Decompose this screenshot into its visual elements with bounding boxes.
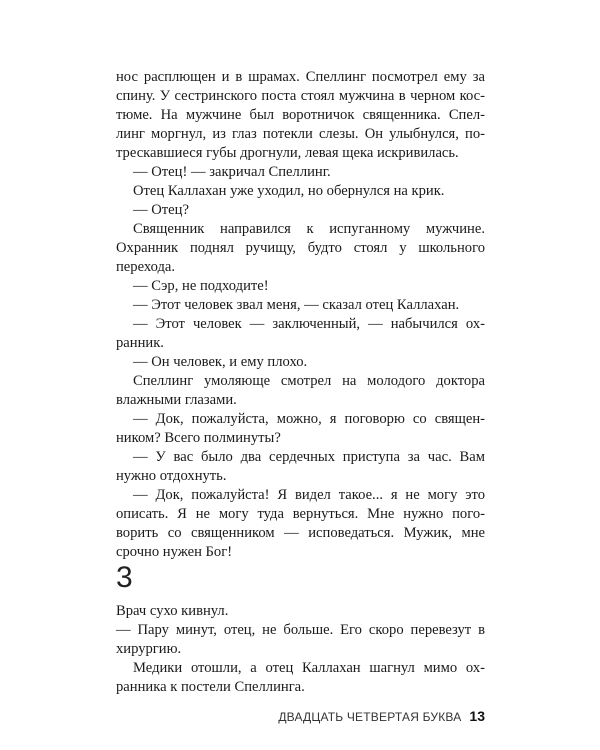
- page-number: 13: [469, 708, 485, 724]
- text-line: Медики отошли, а отец Каллахан шагнул мимо ох-: [133, 660, 485, 676]
- text-line: ворить со священником — исповедаться. Мужик, мне: [116, 525, 485, 541]
- text-line: нос расплющен и в шрамах. Спеллинг посмотрел ему за: [116, 69, 485, 85]
- running-title: ДВАДЦАТЬ ЧЕТВЕРТАЯ БУКВА: [278, 710, 462, 724]
- text-line: — Пару минут, отец, не больше. Его скоро перевезут в: [116, 622, 485, 638]
- text-line: Охранник поднял ручищу, будто стоял у школьного: [116, 240, 485, 256]
- text-line: — Отец! — закричал Спеллинг.: [133, 164, 331, 180]
- text-line: — Этот человек звал меня, — сказал отец Каллахан.: [133, 297, 460, 313]
- text-line: — У вас было два сердечных приступа за час. Вам: [133, 449, 485, 465]
- text-line: ранник.: [116, 335, 164, 351]
- text-line: ником? Всего полминуты?: [116, 430, 281, 446]
- text-line: срочно нужен Бог!: [116, 544, 233, 560]
- text-line: — Док, пожалуйста, можно, я поговорю со священ-: [133, 411, 485, 427]
- text-line: Врач сухо кивнул.: [116, 603, 229, 619]
- text-line: Отец Каллахан уже уходил, но обернулся на крик.: [133, 183, 445, 199]
- text-line: описать. Я не могу туда вернуться. Мне нужно пого-: [116, 506, 485, 522]
- text-line: спину. У сестринского поста стоял мужчина в черном кос-: [116, 88, 485, 104]
- text-line: перехода.: [116, 259, 176, 275]
- text-line: хирургию.: [116, 641, 182, 657]
- text-line: линг моргнул, из глаз потекли слезы. Он улыбнулся, по-: [116, 126, 485, 142]
- text-line: — Этот человек — заключенный, — набычился ох-: [133, 316, 485, 332]
- text-line: трескавшиеся губы дрогнули, левая щека искривилась.: [116, 145, 459, 161]
- text-line: ранника к постели Спеллинга.: [116, 679, 305, 695]
- chapter-number: 3: [116, 561, 133, 594]
- text-line: влажными глазами.: [116, 392, 237, 408]
- text-line: — Док, пожалуйста! Я видел такое... я не могу это: [133, 487, 485, 503]
- text-line: — Он человек, и ему плохо.: [133, 354, 308, 370]
- text-line: — Сэр, не подходите!: [133, 278, 269, 294]
- page-footer: [278, 708, 485, 724]
- text-line: — Отец?: [133, 202, 189, 218]
- text-line: нужно отдохнуть.: [116, 468, 227, 484]
- text-line: Спеллинг умоляюще смотрел на молодого доктора: [133, 373, 485, 389]
- text-line: Священник направился к испуганному мужчине.: [133, 221, 485, 237]
- text-line: тюме. На мужчине был воротничок священника. Спел-: [116, 107, 485, 123]
